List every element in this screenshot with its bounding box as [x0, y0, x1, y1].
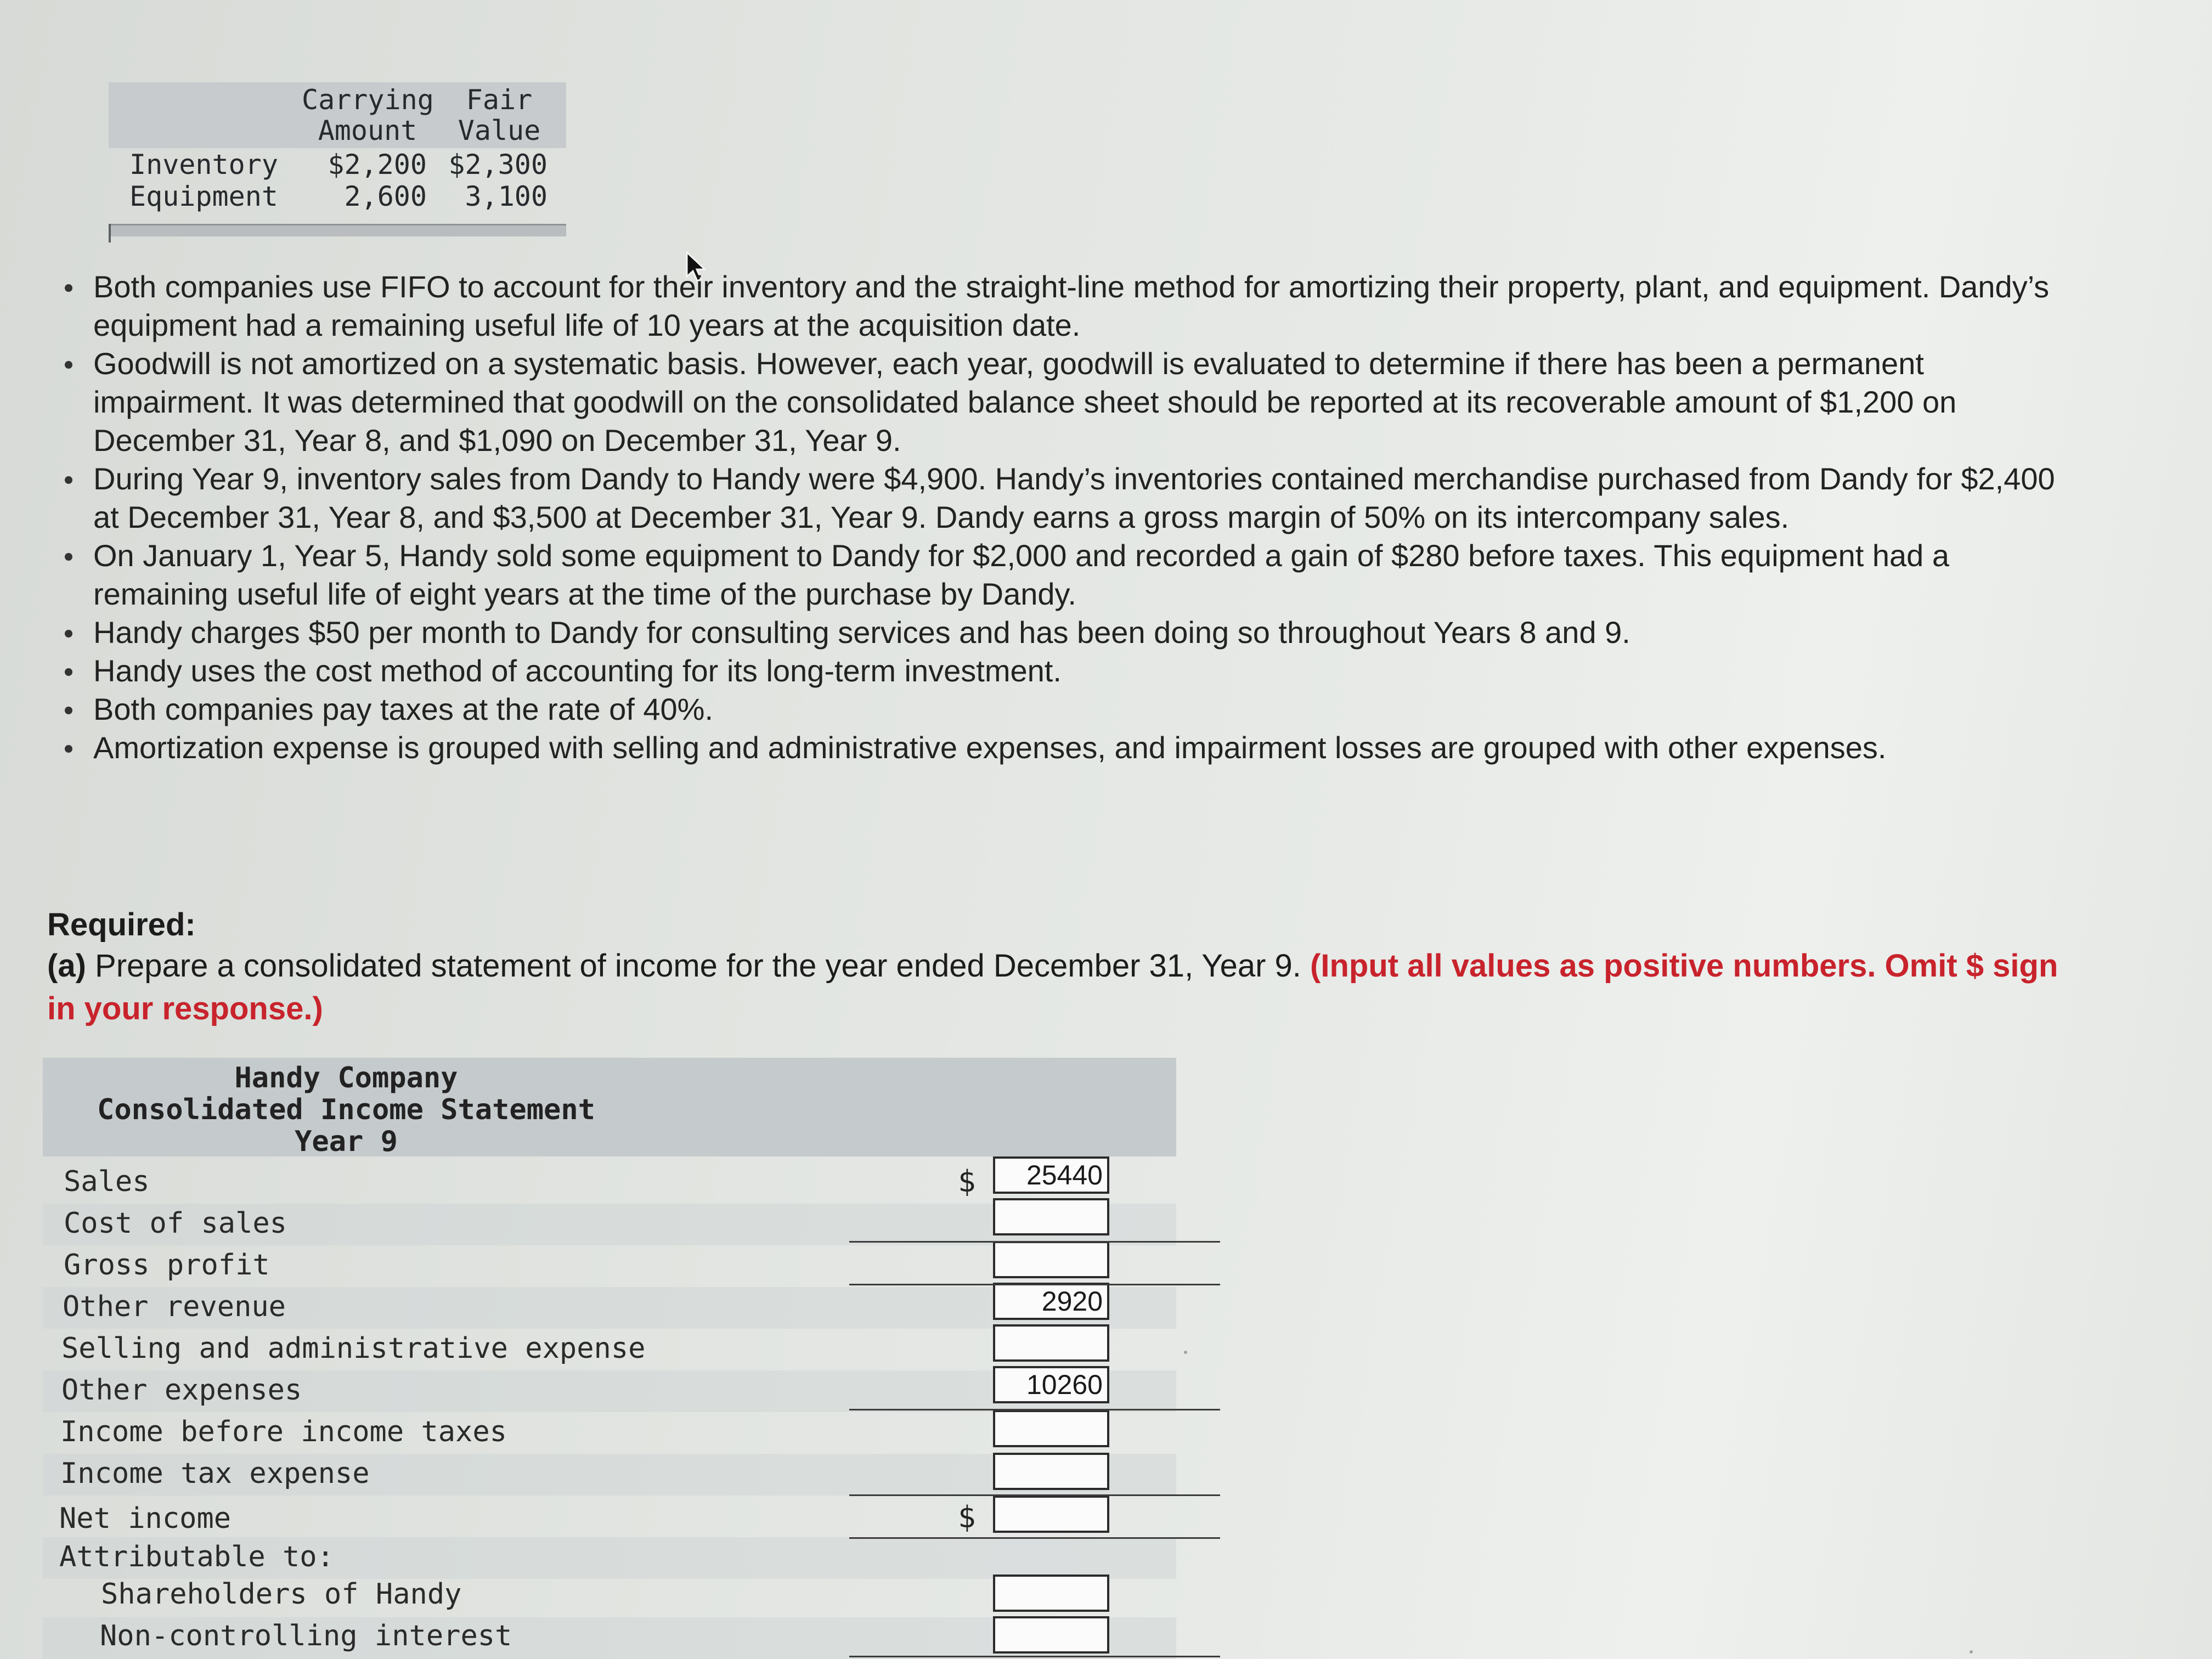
row-label-income-tax: Income tax expense — [60, 1457, 370, 1490]
equipment-label: Equipment — [129, 180, 278, 212]
statement-period: Year 9 — [295, 1125, 398, 1158]
row-label-net-income: Net income — [59, 1502, 232, 1535]
statement-title: Consolidated Income Statement — [97, 1093, 595, 1126]
screen-dust — [1184, 1351, 1187, 1354]
row-label-income-before-tax: Income before income taxes — [60, 1415, 507, 1448]
bullet-icon — [65, 668, 72, 676]
row-label-nci: Non-controlling interest — [100, 1620, 512, 1652]
instruction-note: (Input all values as positive numbers. Omit $ sign in your response.) — [47, 948, 2058, 1026]
bullet-icon — [65, 476, 72, 484]
row-label-selling-admin: Selling and administrative expense — [61, 1332, 646, 1365]
selling-admin-input[interactable] — [993, 1324, 1109, 1362]
dollar-sign: $ — [958, 1500, 976, 1534]
list-item: Both companies pay taxes at the rate of 40%. — [60, 690, 2090, 729]
bullet-icon — [65, 284, 72, 292]
list-item: On January 1, Year 5, Handy sold some equipment to Dandy for $2,000 and recorded a gain of $280 before taxes. This equipment had a remaining useful life of eight years at the time of the purchase by Dandy. — [60, 537, 2090, 613]
list-item: Handy uses the cost method of accounting for its long-term investment. — [60, 652, 2090, 690]
subtotal-rule — [849, 1409, 1220, 1410]
inventory-fair: $2,300 — [448, 149, 548, 180]
equipment-carrying: 2,600 — [344, 180, 427, 212]
subtotal-rule — [849, 1241, 1220, 1243]
statement-header — [43, 1058, 1176, 1156]
cost-of-sales-input[interactable] — [993, 1198, 1109, 1235]
other-expenses-input[interactable] — [993, 1366, 1109, 1403]
carrying-amount-header: Carrying Amount — [302, 84, 434, 146]
bullet-icon — [65, 361, 72, 369]
inventory-label: Inventory — [129, 149, 278, 180]
list-item: Both companies use FIFO to account for their inventory and the straight-line method for amortizing their property, plant, and equipment. Dandy’s equipment had a remaining useful life of 10 years at the acquisition date. — [60, 268, 2090, 345]
inventory-carrying: $2,200 — [328, 149, 427, 180]
income-statement — [43, 1058, 1178, 1659]
table-bottom-rule — [109, 224, 566, 236]
company-name: Handy Company — [234, 1062, 458, 1094]
total-rule — [849, 1537, 1220, 1539]
list-item: Amortization expense is grouped with selling and administrative expenses, and impairment losses are grouped with other expenses. — [60, 729, 2090, 767]
gross-profit-input[interactable] — [993, 1241, 1109, 1278]
row-label-attributable-to: Attributable to: — [59, 1541, 334, 1573]
subtotal-rule — [849, 1284, 1220, 1285]
row-label-sales: Sales — [64, 1165, 150, 1198]
row-label-other-revenue: Other revenue — [63, 1290, 286, 1323]
equipment-fair: 3,100 — [465, 180, 548, 212]
bullet-icon — [65, 745, 72, 753]
other-revenue-input[interactable] — [993, 1283, 1109, 1320]
row-label-shareholders: Shareholders of Handy — [101, 1578, 462, 1611]
table-bottom-tick — [109, 224, 111, 242]
list-item: Handy charges $50 per month to Dandy for consulting services and has been doing so throughout Years 8 and 9. — [60, 613, 2090, 652]
income-before-tax-input[interactable] — [993, 1410, 1109, 1447]
required-section — [47, 905, 2077, 1030]
fair-value-table — [109, 82, 566, 239]
bullet-icon — [65, 553, 72, 561]
bullet-icon — [65, 707, 72, 714]
row-label-cost-of-sales: Cost of sales — [64, 1207, 287, 1240]
net-income-input[interactable] — [993, 1496, 1109, 1533]
required-title: Required: — [47, 907, 196, 943]
dollar-sign: $ — [958, 1164, 976, 1199]
sales-input[interactable] — [993, 1156, 1109, 1194]
row-label-other-expenses: Other expenses — [61, 1374, 302, 1407]
income-tax-input[interactable] — [993, 1453, 1109, 1490]
required-instruction — [47, 945, 2077, 1030]
problem-details-list — [60, 268, 2090, 767]
screen-dust — [1970, 1650, 1973, 1654]
subtotal-rule — [849, 1494, 1220, 1496]
fair-value-header: Fair Value — [458, 84, 541, 146]
part-label: (a) — [47, 948, 86, 984]
nci-input[interactable] — [993, 1616, 1109, 1654]
subtotal-rule — [849, 1656, 1220, 1657]
list-item: During Year 9, inventory sales from Dandy to Handy were $4,900. Handy’s inventories contained merchandise purchased from Dandy for $2,400 at December 31, Year 8, and $3,500 at December 31, Year 9. Dandy earns a gross margin of 50% on its intercompany sales. — [60, 460, 2090, 537]
shareholders-input[interactable] — [993, 1575, 1109, 1612]
row-label-gross-profit: Gross profit — [64, 1249, 270, 1282]
bullet-icon — [65, 630, 72, 637]
list-item: Goodwill is not amortized on a systematic basis. However, each year, goodwill is evaluated to determine if there has been a permanent impairment. It was determined that goodwill on the consolidated balance sheet should be reported at its recoverable amount of $1,200 on December 31, Year 8, and $1,090 on December 31, Year 9. — [60, 345, 2090, 460]
instruction-text: Prepare a consolidated statement of income for the year ended December 31, Year 9. — [95, 948, 1301, 984]
